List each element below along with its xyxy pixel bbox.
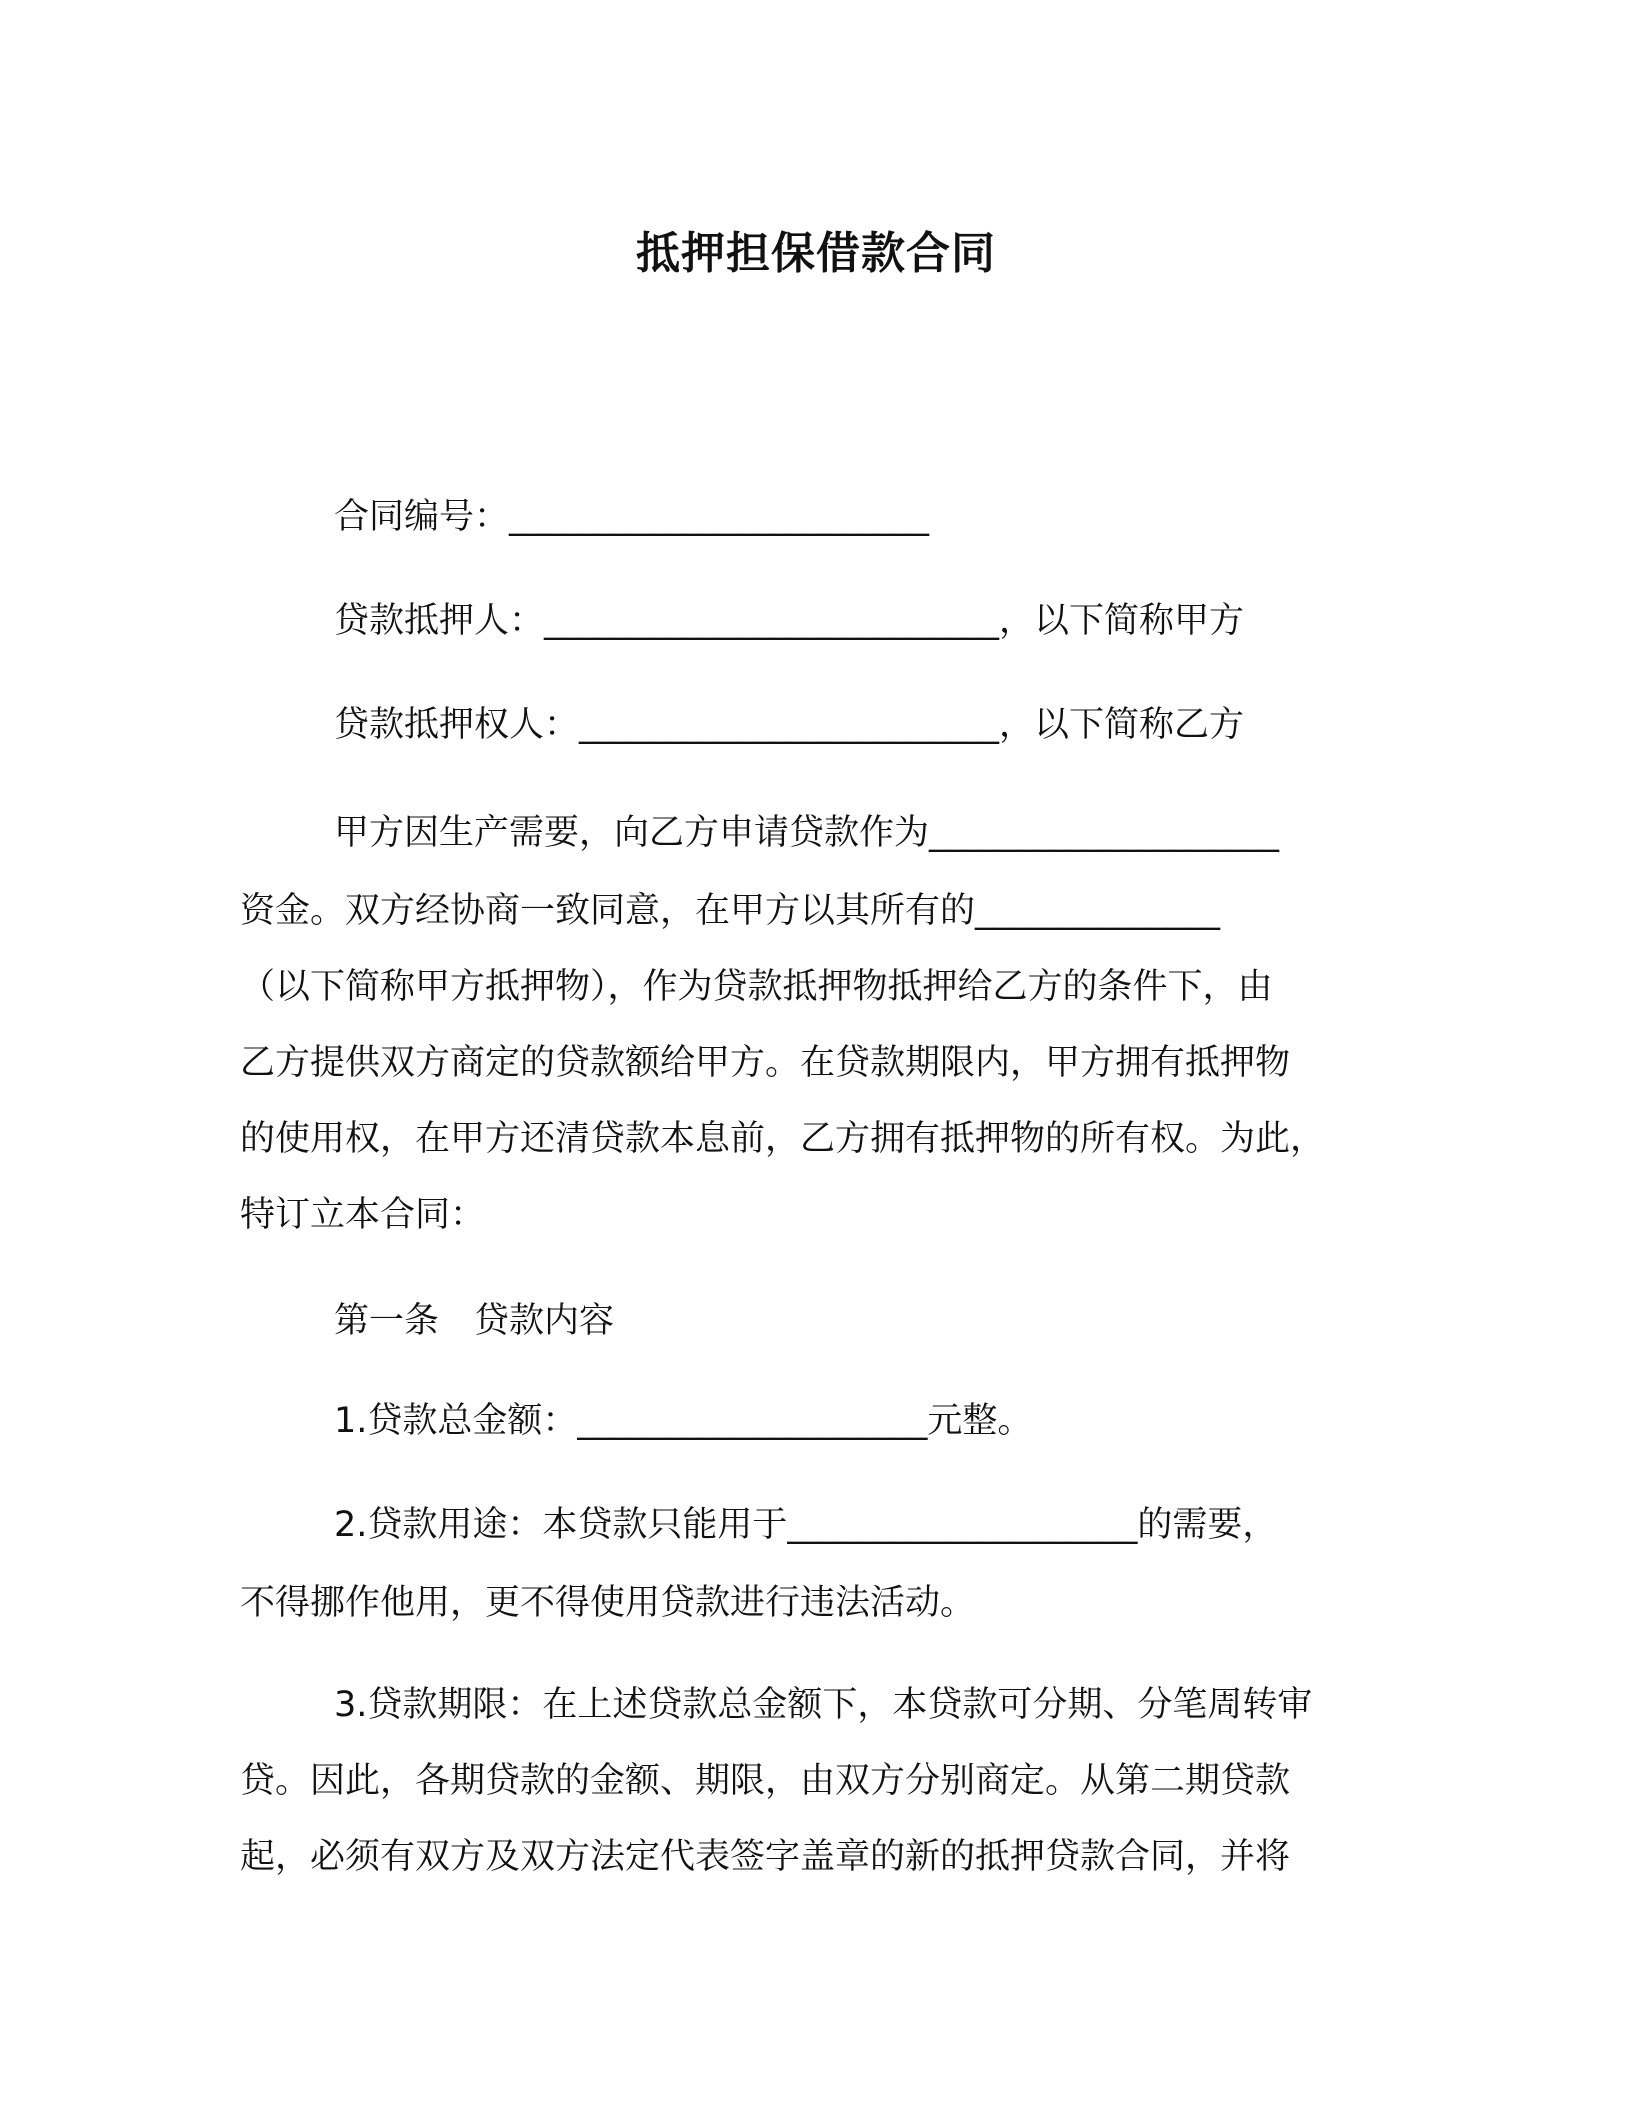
article-item-3-line: 3.贷款期限：在上述贷款总金额下，本贷款可分期、分笔周转审 (334, 1685, 1313, 1725)
mortgagor-field: 贷款抵押人：__________________________，以下简称甲方 (334, 601, 1245, 641)
article-item-3-line: 贷。因此，各期贷款的金额、期限，由双方分别商定。从第二期贷款 (240, 1761, 1291, 1801)
preamble-line: （以下简称甲方抵押物），作为贷款抵押物抵押给乙方的条件下，由 (240, 967, 1273, 1007)
article-heading: 第一条 贷款内容 (334, 1301, 615, 1341)
preamble-line: 的使用权，在甲方还清贷款本息前，乙方拥有抵押物的所有权。为此， (240, 1119, 1326, 1159)
article-item-1: 1.贷款总金额：____________________元整。 (334, 1401, 1033, 1441)
contract-number-field: 合同编号：________________________ (334, 497, 930, 537)
article-item-2-line: 2.贷款用途：本贷款只能用于____________________的需要， (334, 1505, 1278, 1545)
article-item-3-line: 起，必须有双方及双方法定代表签字盖章的新的抵押贷款合同，并将 (240, 1837, 1291, 1877)
preamble-line: 甲方因生产需要，向乙方申请贷款作为____________________ (334, 813, 1280, 853)
preamble-line: 乙方提供双方商定的贷款额给甲方。在贷款期限内，甲方拥有抵押物 (240, 1043, 1291, 1083)
document-title: 抵押担保借款合同 (636, 228, 996, 279)
preamble-line: 特订立本合同： (240, 1195, 486, 1235)
mortgagee-field: 贷款抵押权人：________________________，以下简称乙方 (334, 705, 1245, 745)
article-item-2-line: 不得挪作他用，更不得使用贷款进行违法活动。 (240, 1583, 976, 1623)
preamble-line: 资金。双方经协商一致同意，在甲方以其所有的______________ (240, 891, 1221, 931)
